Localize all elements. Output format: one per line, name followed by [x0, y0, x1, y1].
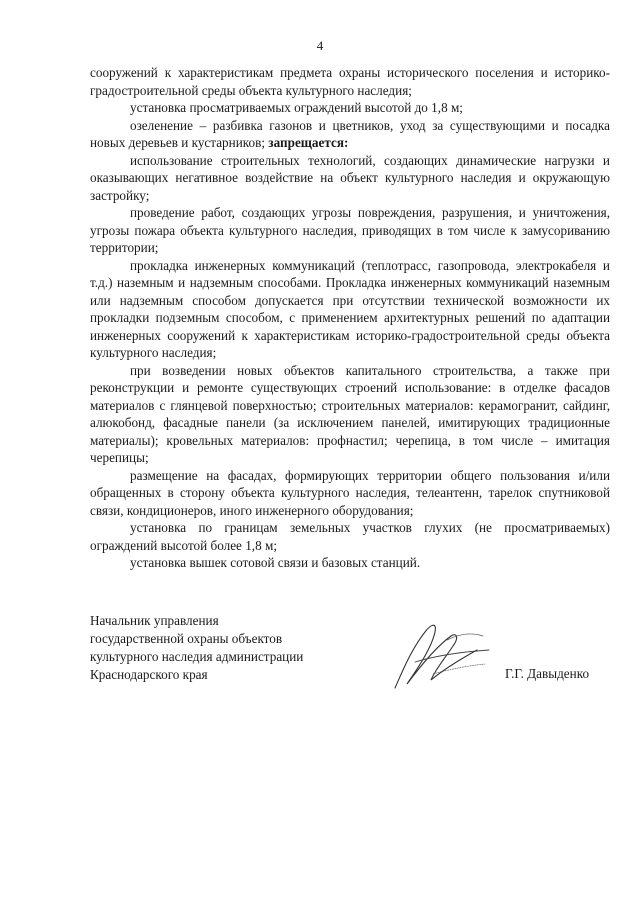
paragraph-2-text: озеленение – разбивка газонов и цветников, уход за существующими и посадка новых деревьев и кустарников;: [90, 117, 610, 150]
signatory-title-line-0: Начальник управления: [90, 613, 219, 628]
prohibited-heading: запрещается:: [265, 135, 349, 150]
paragraph-6: при возведении новых объектов капитального строительства, а также при реконструкции и ремонте существующих строений использование: в отделке фасадов материалов с глянцевой поверхностью; строительных материалов: керамогранит, сайдинг, алюкобонд, фасадные панели (за исключением панелей, имитирующих традиционные материалы); кровельных материалов: профнастил; черепица, в том числе – имитация черепицы;: [90, 362, 610, 465]
paragraph-1: установка просматриваемых ограждений высотой до 1,8 м;: [130, 100, 463, 115]
document-body: [90, 64, 610, 572]
paragraph-9: установка вышек сотовой связи и базовых станций.: [130, 555, 421, 570]
paragraph-3: использование строительных технологий, создающих динамические нагрузки и оказывающих негативное воздействие на объект культурного наследия и окружающую застройку;: [90, 152, 610, 203]
signatory-title-line-3: Краснодарского края: [90, 667, 208, 682]
page-number: 4: [316, 38, 324, 53]
paragraph-4: проведение работ, создающих угрозы повреждения, разрушения, и уничтожения, угрозы пожара объекта культурного наследия, приводящих в том числе к замусориванию территории;: [90, 205, 610, 255]
signatory-title-line-2: культурного наследия администрации: [90, 649, 304, 664]
paragraph-0: сооружений к характеристикам предмета охраны исторического поселения и историко-градостроительной среды объекта культурного наследия;: [90, 65, 610, 98]
signatory-title-line-1: государственной охраны объектов: [90, 631, 283, 646]
paragraph-7: размещение на фасадах, формирующих территории общего пользования и/или обращенных в сторону объекта культурного наследия, телеантенн, тарелок спутниковой связи, кондиционеров, иного инженерного оборудования;: [90, 467, 610, 518]
paragraph-2: [90, 117, 610, 152]
handwritten-signature: [385, 610, 495, 700]
paragraph-5: прокладка инженерных коммуникаций (теплотрасс, газопровода, электрокабеля и т.д.) наземным и надземным способами. Прокладка инженерных коммуникаций наземным или надземным способом допускается при отсутствии технической возможности их прокладки подземным способом, с применением архитектурных решений по адаптации инженерных сооружений к характеристикам историко-градостроительной среды объекта культурного наследия;: [90, 257, 610, 360]
signatory-name: Г.Г. Давыденко: [505, 666, 590, 681]
paragraph-8: установка по границам земельных участков глухих (не просматриваемых) ограждений высотой более 1,8 м;: [90, 520, 610, 553]
